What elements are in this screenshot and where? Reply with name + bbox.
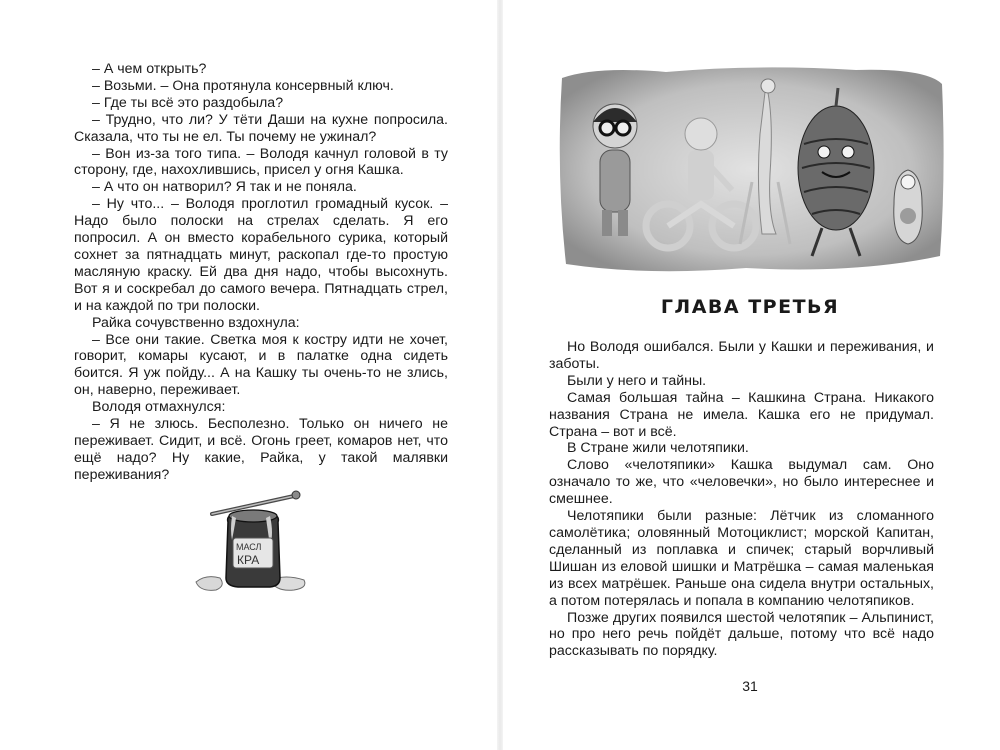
- paragraph: – Ну что... – Володя проглотил громадный кусок. – Надо было полоски на стрелах сделать. Я его попросил. А он вместо корабельного сурика, который сохнет за пятнадцать минут, раскопал где-то простую масляную краску. Ей два дня надо, чтобы высохнуть. Вот я и соскребал до самого вечера. Пятнадцать стрел, и на каждой по три полоски.: [74, 196, 448, 314]
- toy-figures-illustration: [556, 64, 946, 276]
- paragraph: – Трудно, что ли? У тёти Даши на кухне попросила. Сказала, что ты не ел. Ты почему не ужинал?: [74, 111, 448, 145]
- paragraph: В Стране жили челотяпики.: [567, 440, 749, 457]
- paragraph: – А что он натворил? Я так и не поняла.: [92, 179, 357, 196]
- paragraph: Но Володя ошибался. Были у Кашки и переживания, и заботы.: [549, 339, 934, 372]
- paragraph: – Вон из-за того типа. – Володя качнул головой в ту сторону, где, нахохлившись, присел у огня Кашка.: [74, 145, 448, 179]
- paragraph: – Возьми. – Она протянула консервный ключ.: [92, 77, 394, 94]
- can-label-line-1: МАСЛ: [236, 542, 262, 552]
- paragraph: – Где ты всё это раздобыла?: [92, 94, 284, 111]
- right-page: [500, 0, 1000, 750]
- paragraph: Позже других появился шестой челотяпик – Альпинист, но про него речь пойдёт дальше, потому что всё надо рассказывать по порядку.: [549, 609, 934, 660]
- left-page-text: [74, 61, 448, 484]
- paragraph: – А чем открыть?: [92, 61, 207, 77]
- matryoshka-figure: [894, 170, 922, 244]
- right-page-text: [549, 339, 934, 660]
- chapter-title: ГЛАВА ТРЕТЬЯ: [660, 296, 840, 318]
- paragraph: Самая большая тайна – Кашкина Страна. Никакого названия Страна не имела. Кашка его не придумал. Страна – вот и всё.: [549, 389, 934, 440]
- paragraph: – Все они такие. Светка моя к костру идти не хочет, говорит, комары кусают, и в палатке одна сидеть боится. Я уж пойду... А на Кашку ты очень-то не злись, он, наверно, переживает.: [74, 331, 448, 399]
- paragraph: Слово «челотяпики» Кашка выдумал сам. Оно означало то же, что «человечки», но было интереснее и смешнее.: [549, 457, 934, 508]
- paragraph: Челотяпики были разные: Лётчик из сломанного самолётика; оловянный Мотоциклист; морской Капитан, сделанный из поплавка и спичек; старый ворчливый Шишан из еловой шишки и Матрёшка – самая маленькая из всех матрёшек. Раньше она сидела внутри остальных, а потом потерялась и попала в компанию челотяпиков.: [549, 508, 934, 609]
- paragraph: Райка сочувственно вздохнула:: [92, 314, 300, 331]
- paragraph: Были у него и тайны.: [567, 372, 707, 389]
- page-number: 31: [742, 678, 758, 694]
- paragraph: – Я не злюсь. Бесполезно. Только он ничего не переживает. Сидит, и всё. Огонь греет, комаров нет, что ещё надо? Ну какие, Райка, у такой малявки переживания?: [74, 416, 448, 483]
- oil-can-illustration: [186, 482, 316, 594]
- can-label-line-2: КРА: [237, 553, 260, 567]
- paragraph: Володя отмахнулся:: [92, 399, 226, 416]
